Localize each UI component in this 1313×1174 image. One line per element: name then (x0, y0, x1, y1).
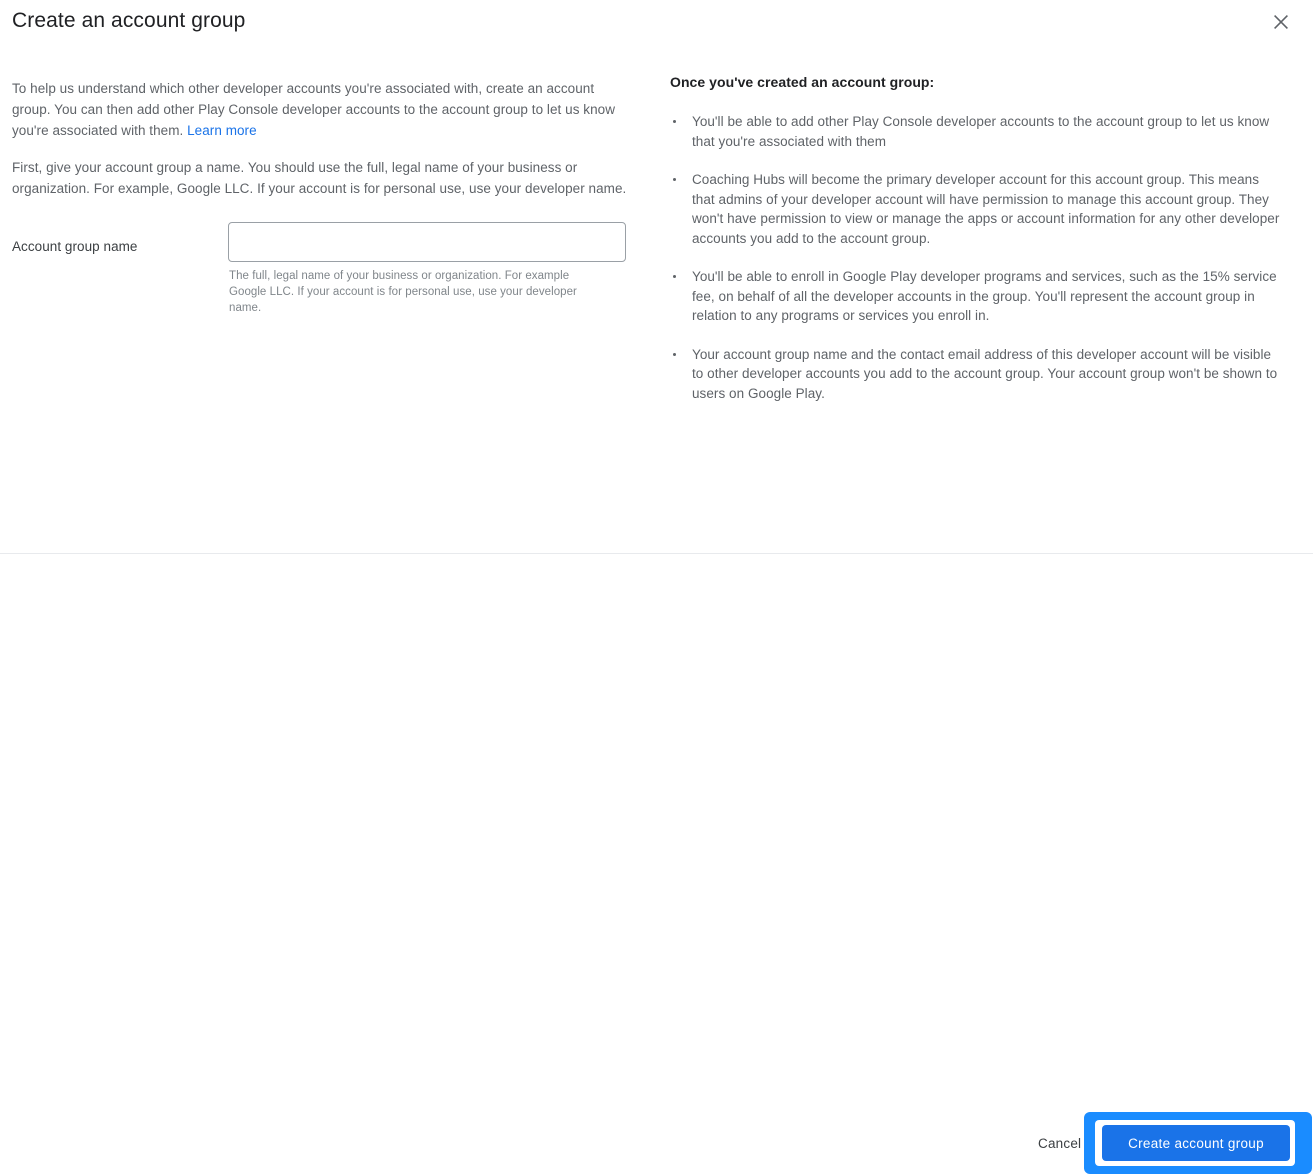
list-item: Coaching Hubs will become the primary developer account for this account group. This means that admins of your developer account will have permission to manage this account group. They won't have permission to view or manage the apps or account information for any other developer accounts you add to the account group. (670, 170, 1285, 248)
list-item: Your account group name and the contact email address of this developer account will be visible to other developer accounts you add to the account group. Your account group won't be shown to users on Google Play. (670, 345, 1285, 404)
close-icon (1273, 14, 1289, 30)
intro-column (12, 78, 632, 199)
account-group-name-hint: The full, legal name of your business or organization. For example Google LLC. If your account is for personal use, use your developer name. (229, 270, 577, 314)
info-column (670, 72, 1285, 403)
info-bullet-list (670, 112, 1285, 403)
page-title: Create an account group (12, 9, 246, 32)
intro-paragraph-1 (12, 78, 632, 141)
account-group-name-input[interactable] (228, 222, 626, 262)
create-account-group-button[interactable]: Create account group (1102, 1125, 1290, 1161)
close-button[interactable] (1266, 7, 1296, 37)
dialog-header (0, 0, 1313, 52)
intro-paragraph-1-text: To help us understand which other developer accounts you're associated with, create an account group. You can then add other Play Console developer accounts to the account group to let us know you're associated with them. (12, 81, 616, 138)
cancel-button[interactable]: Cancel (1038, 1136, 1082, 1151)
info-heading: Once you've created an account group: (670, 74, 935, 90)
list-item: You'll be able to add other Play Console developer accounts to the account group to let us know that you're associated with them (670, 112, 1285, 151)
dialog-footer (0, 554, 1313, 1151)
account-group-name-field-wrap (228, 222, 626, 316)
learn-more-link[interactable]: Learn more (187, 123, 257, 138)
account-group-name-row (12, 222, 637, 322)
dialog-body (0, 52, 1313, 553)
list-item: You'll be able to enroll in Google Play developer programs and services, such as the 15% service fee, on behalf of all the developer accounts in the group. You'll represent the account group in relation to any programs or services you enroll in. (670, 267, 1285, 326)
intro-paragraph-2: First, give your account group a name. You should use the full, legal name of your business or organization. For example, Google LLC. If your account is for personal use, use your developer name. (12, 160, 627, 196)
account-group-name-label: Account group name (12, 239, 138, 254)
